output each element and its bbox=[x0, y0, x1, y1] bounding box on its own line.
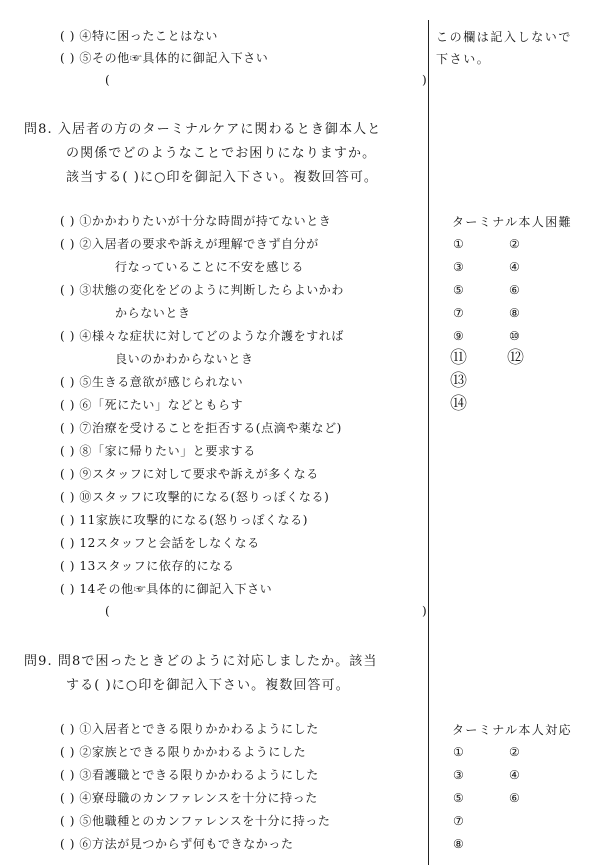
q8-code-5: ⑤ bbox=[453, 283, 464, 297]
q8-code-7: ⑦ bbox=[453, 306, 464, 320]
q9-item-5: ( ) ⑤他職種とのカンファレンスを十分に持った bbox=[60, 814, 331, 828]
q8-code-6: ⑥ bbox=[509, 283, 520, 297]
q9-code-3: ③ bbox=[453, 768, 464, 782]
q8-title-line1: 問8. 入居者の方のターミナルケアに関わるとき御本人と bbox=[24, 122, 382, 137]
q9-code-2: ② bbox=[509, 745, 520, 759]
q8-item-3: ( ) ③状態の変化をどのように判断したらよいかわ bbox=[60, 283, 344, 297]
q9-code-4: ④ bbox=[509, 768, 520, 782]
office-note-line2: 下さい。 bbox=[436, 52, 491, 66]
q9-item-2: ( ) ②家族とできる限りかかわるようにした bbox=[60, 745, 307, 759]
q9-code-7: ⑦ bbox=[453, 814, 464, 828]
q8-item-10: ( ) ⑩スタッフに攻撃的になる(怒りっぽくなる) bbox=[60, 490, 330, 504]
q8-item-2: ( ) ②入居者の要求や訴えが理解できず自分が bbox=[60, 237, 319, 251]
q9-code-1: ① bbox=[453, 745, 464, 759]
q9-code-5: ⑤ bbox=[453, 791, 464, 805]
q8-open-paren: ( bbox=[105, 604, 110, 618]
q8-item-5: ( ) ⑤生きる意欲が感じられない bbox=[60, 375, 244, 389]
q8-item-8: ( ) ⑧「家に帰りたい」と要求する bbox=[60, 444, 256, 458]
top-item-4: ( ) ④特に困ったことはない bbox=[60, 29, 218, 43]
q8-code-10: ⑩ bbox=[509, 329, 520, 343]
q8-item-12: ( ) 12スタッフと会話をしなくなる bbox=[60, 536, 260, 550]
q9-code-header: ターミナル本人対応 bbox=[452, 723, 573, 737]
q8-code-14: ⑭ bbox=[450, 394, 467, 414]
q8-title-line2: の関係でどのようなことでお困りになりますか。 bbox=[66, 146, 377, 161]
column-divider bbox=[428, 20, 429, 865]
q9-title-line1: 問9. 問8で困ったときどのように対応しましたか。該当 bbox=[24, 654, 378, 669]
q8-item-3-cont: からないとき bbox=[115, 306, 191, 320]
q8-item-4-cont: 良いのかわからないとき bbox=[115, 352, 254, 366]
q9-item-3: ( ) ③看護職とできる限りかかわるようにした bbox=[60, 768, 319, 782]
q9-item-1: ( ) ①入居者とできる限りかかわるようにした bbox=[60, 722, 319, 736]
top-close-paren: ) bbox=[422, 73, 427, 87]
q9-code-6: ⑥ bbox=[509, 791, 520, 805]
top-item-5: ( ) ⑤その他☞具体的に御記入下さい bbox=[60, 51, 269, 65]
q9-code-8: ⑧ bbox=[453, 837, 464, 851]
q9-item-4: ( ) ④寮母職のカンファレンスを十分に持った bbox=[60, 791, 318, 805]
office-note-line1: この欄は記入しないで bbox=[436, 30, 573, 44]
q9-item-6: ( ) ⑥方法が見つからず何もできなかった bbox=[60, 837, 294, 851]
q8-code-9: ⑨ bbox=[453, 329, 464, 343]
q8-item-14: ( ) 14その他☞具体的に御記入下さい bbox=[60, 582, 273, 596]
q8-code-8: ⑧ bbox=[509, 306, 520, 320]
q8-item-11: ( ) 11家族に攻撃的になる(怒りっぽくなる) bbox=[60, 513, 309, 527]
q9-title-line2: する( )に○印を御記入下さい。複数回答可。 bbox=[66, 678, 350, 693]
q8-item-2-cont: 行なっていることに不安を感じる bbox=[115, 260, 305, 274]
q8-item-4: ( ) ④様々な症状に対してどのような介護をすれば bbox=[60, 329, 344, 343]
q8-close-paren: ) bbox=[422, 604, 427, 618]
q8-code-2: ② bbox=[509, 237, 520, 251]
top-open-paren: ( bbox=[105, 73, 110, 87]
q8-code-3: ③ bbox=[453, 260, 464, 274]
q8-item-1: ( ) ①かかわりたいが十分な時間が持てないとき bbox=[60, 214, 332, 228]
q8-item-7: ( ) ⑦治療を受けることを拒否する(点滴や薬など) bbox=[60, 421, 342, 435]
q8-item-6: ( ) ⑥「死にたい」などともらす bbox=[60, 398, 244, 412]
q8-code-13: ⑬ bbox=[450, 371, 467, 391]
q8-code-12: ⑫ bbox=[507, 348, 524, 368]
q8-code-4: ④ bbox=[509, 260, 520, 274]
q8-item-9: ( ) ⑨スタッフに対して要求や訴えが多くなる bbox=[60, 467, 319, 481]
q8-code-11: ⑪ bbox=[450, 348, 467, 368]
q8-item-13: ( ) 13スタッフに依存的になる bbox=[60, 559, 235, 573]
q8-code-header: ターミナル本人困難 bbox=[452, 215, 573, 229]
q8-title-line3: 該当する( )に○印を御記入下さい。複数回答可。 bbox=[66, 170, 379, 185]
q8-code-1: ① bbox=[453, 237, 464, 251]
